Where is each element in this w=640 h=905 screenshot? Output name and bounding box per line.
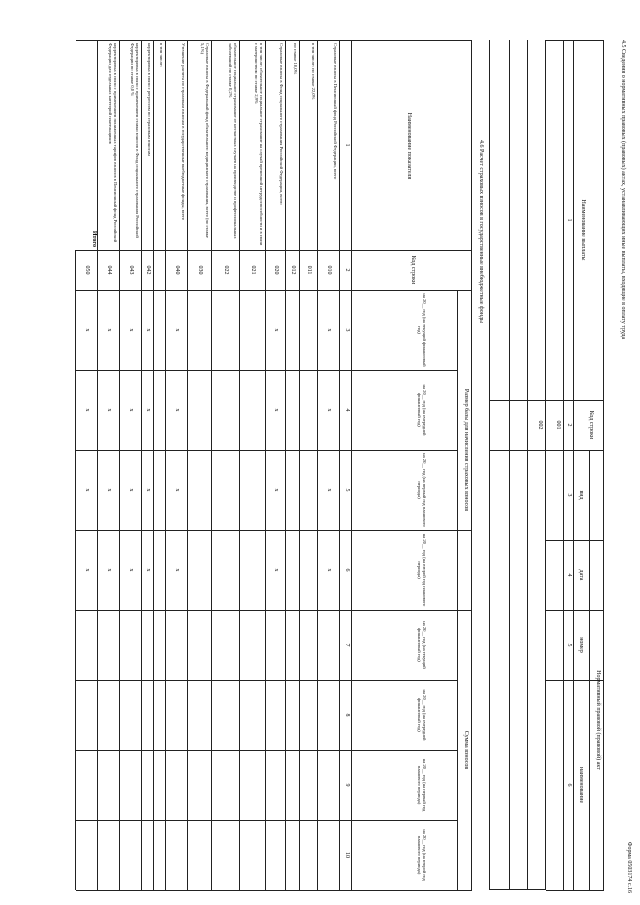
- table-46-body-vline: [76, 680, 340, 681]
- table-46-colnum-5: 5: [344, 488, 350, 492]
- table-46-x-mark: х: [326, 328, 333, 332]
- table-46-x-mark: х: [84, 328, 91, 332]
- table-45-group-rule: [589, 450, 590, 890]
- section-45-table: [490, 40, 604, 890]
- table-46-col-period-4: на 20__ год (на очередной финансовый год): [416, 384, 427, 436]
- table-46-row-code: 044: [106, 265, 113, 275]
- table-45-hline: [563, 40, 564, 890]
- table-45-row-code: 002: [537, 420, 543, 430]
- table-46-col-code: Код строки: [410, 255, 416, 285]
- table-46-body-vline: [76, 40, 340, 41]
- table-46-head-vline: [340, 680, 458, 681]
- table-46-x-mark: х: [174, 408, 181, 412]
- table-46-x-mark: х: [106, 328, 113, 332]
- table-46-col-period-3: на 20__ год (на текущий финансовый год): [416, 293, 427, 367]
- table-45-group-act: Нормативный правовой (правовой) акт: [595, 670, 601, 770]
- table-45-colnum-1: 1: [566, 218, 572, 222]
- table-46-x-mark: х: [326, 408, 333, 412]
- table-46-group-sum: Сумма взносов: [463, 730, 469, 770]
- table-46-col-period-9: на 20__ год (на первый год планового периода): [416, 758, 427, 812]
- table-46-x-mark: х: [106, 488, 113, 492]
- table-46-row-rule: [165, 40, 166, 890]
- section-46-title: 4.6 Расчет страховых взносов в государственные внебюджетные фонды: [478, 140, 484, 324]
- table-46-x-mark: х: [273, 328, 280, 332]
- table-46-x-mark: х: [273, 568, 280, 572]
- table-46-colnum-1: 1: [344, 143, 350, 147]
- table-45-hline: [509, 40, 510, 890]
- table-46-body-vline: [76, 610, 340, 611]
- table-46-group-split: [458, 610, 472, 611]
- table-46-col-period-5: на 20__ год (на первый год планового периода): [416, 453, 427, 527]
- table-46-x-mark: х: [128, 568, 135, 572]
- table-46-group-base: Размер базы для начисления страховых взносов: [463, 388, 469, 512]
- table-46-head-vline: [340, 40, 472, 41]
- table-45-colnum-3: 3: [566, 493, 572, 497]
- table-46-row-code: 050: [84, 265, 91, 275]
- table-46-body-vline: [76, 890, 340, 891]
- table-46-colnum-10: 10: [344, 852, 350, 858]
- table-45-right: [490, 889, 546, 890]
- table-46-row-code: 022: [223, 265, 230, 275]
- table-46-x-mark: х: [106, 408, 113, 412]
- table-45-colnum-2: 2: [566, 423, 572, 427]
- table-46-x-mark: х: [145, 408, 152, 412]
- table-46-colnum-9: 9: [344, 783, 350, 787]
- table-46-body-vline: [76, 370, 340, 371]
- table-45-vline: [546, 40, 604, 41]
- table-46-head-vline: [340, 370, 458, 371]
- table-46-col-name: Наименование показателя: [406, 112, 412, 180]
- table-46-row-name: обязательное социальное страхование от несчастных случаев на производстве и профессиональных заболеваний по ставке 0,2%: [227, 43, 238, 239]
- table-46-body-vline: [76, 750, 340, 751]
- table-46-row-rule: [211, 40, 212, 890]
- table-46-row-rule: [153, 40, 154, 890]
- table-46-row-rule: [317, 40, 318, 890]
- table-46-row-name: Страховые взносы в Фонд социального страхования Российской Федерации, всего: [279, 43, 284, 205]
- table-46-x-mark: х: [84, 408, 91, 412]
- table-45-vline: [546, 450, 604, 451]
- table-46-x-mark: х: [84, 568, 91, 572]
- table-46-x-mark: х: [326, 488, 333, 492]
- table-45-hline: [527, 40, 528, 890]
- table-46-row-code: 010: [326, 265, 333, 275]
- table-46-row-code: 042: [145, 265, 152, 275]
- table-46-row-rule: [119, 40, 120, 890]
- table-46-x-mark: х: [84, 488, 91, 492]
- table-46-row-rule: [75, 250, 76, 890]
- table-46-row-rule: [299, 40, 300, 890]
- table-46-x-mark: х: [145, 568, 152, 572]
- table-46-row-rule: [239, 40, 240, 890]
- table-46-row-rule: [187, 40, 188, 890]
- table-45-hline: [573, 40, 574, 890]
- table-46-row-name: Итого: [91, 230, 97, 247]
- table-46-colnum-7: 7: [344, 643, 350, 647]
- table-46-colnum-2: 2: [344, 268, 350, 272]
- table-46-row-name: Страховые взносы в Федеральный фонд обязательного медицинского страхования, всего (по ставке 5,1%): [199, 43, 210, 238]
- table-46-col-period-8: на 20__ год (на очередной финансовый год): [416, 689, 427, 741]
- table-45-row-code: 001: [555, 420, 561, 430]
- table-46-x-mark: х: [128, 408, 135, 412]
- form-number: Форма 0503174 с.16: [626, 841, 632, 893]
- table-46-x-mark: х: [106, 568, 113, 572]
- table-46-x-mark: х: [174, 568, 181, 572]
- table-46-head-vline: [340, 820, 458, 821]
- table-46-col-period-7: на 20__ год (на текущий финансовый год): [416, 621, 427, 669]
- table-46-head-vline: [340, 890, 472, 891]
- table-45-hline: [545, 40, 546, 890]
- table-46-body-vline: [76, 250, 340, 251]
- table-46-x-mark: х: [174, 328, 181, 332]
- table-46-x-mark: х: [145, 488, 152, 492]
- table-46-head-vline: [340, 750, 458, 751]
- table-46-head-vline: [340, 450, 458, 451]
- table-45-bottom: [489, 40, 490, 890]
- table-46-row-name: Уточнение расчета по страховым взносам в государственные внебюджетные фонды, всего: [181, 43, 186, 221]
- table-46-row-code: 043: [128, 265, 135, 275]
- table-46-col-period-10: на 20__ год (на второй год планового периода): [416, 829, 427, 881]
- table-46-head-bottom: [351, 40, 352, 890]
- table-46-x-mark: х: [326, 568, 333, 572]
- table-46-x-mark: х: [128, 328, 135, 332]
- table-46-body-vline: [76, 450, 340, 451]
- table-45-code-vline: [490, 450, 546, 451]
- table-45-col-date: дата: [578, 569, 584, 581]
- table-46-row-code: 021: [250, 265, 257, 275]
- table-45-hline: [603, 40, 604, 890]
- table-46-row-rule: [141, 40, 142, 890]
- table-46-row-code: 011: [306, 265, 313, 275]
- table-46-row-rule: [97, 40, 98, 890]
- table-46-col-period-6: на 20__ год (на второй год планового периода): [416, 533, 427, 607]
- table-45-colnum-5: 5: [566, 643, 572, 647]
- table-46-group-rule: [457, 290, 458, 890]
- table-46-colnum-8: 8: [344, 713, 350, 717]
- table-46-x-mark: х: [128, 488, 135, 492]
- table-46-num-bottom: [339, 40, 340, 890]
- table-46-colnum-3: 3: [344, 328, 350, 332]
- table-46-row-name: корректировка в связи с регрессом по страховым взносам: [147, 43, 152, 156]
- section-46-table: [8, 40, 472, 890]
- table-45-col-code: Код строки: [588, 410, 594, 440]
- table-46-colnum-6: 6: [344, 568, 350, 572]
- table-46-x-mark: х: [273, 408, 280, 412]
- table-46-row-name: в том числе: по ставке 22,0%: [311, 43, 316, 100]
- table-46-head-vline: [340, 530, 472, 531]
- table-46-row-code: 030: [197, 265, 204, 275]
- table-46-row-name: корректировка в связи с применением ставки взносов в Фонд социального страхования Российской Федерации по ставке 0,0 %: [129, 43, 140, 238]
- table-46-row-code: 012: [290, 265, 297, 275]
- table-45-colnum-6: 6: [566, 783, 572, 787]
- table-45-col-title: наименование: [578, 766, 584, 804]
- table-46-head-vline: [340, 290, 472, 291]
- table-46-colnum-4: 4: [344, 408, 350, 412]
- table-45-col-kind: вид: [578, 490, 584, 500]
- table-45-col-name: Наименование выплаты: [580, 199, 586, 261]
- table-46-x-mark: х: [174, 488, 181, 492]
- table-46-row-name: в том числе:: [159, 43, 164, 67]
- table-46-row-name: в том числе: обязательное социальное страхование на случай временной нетрудоспособности и в связи с материнством по ставке 2,9%: [253, 43, 264, 246]
- table-45-vline: [546, 890, 604, 891]
- table-46-top: [471, 40, 472, 890]
- table-46-row-code: 020: [273, 265, 280, 275]
- table-46-body-vline: [76, 290, 340, 291]
- table-46-row-rule: [285, 40, 286, 890]
- table-46-body-vline: [76, 530, 340, 531]
- table-46-head-vline: [340, 610, 458, 611]
- table-46-row-name: по ставке 10,0%: [293, 43, 298, 75]
- table-46-row-name: Страховые взносы в Пенсионный фонд Российской Федерации, всего: [333, 43, 338, 180]
- table-46-row-rule: [265, 40, 266, 890]
- table-46-row-code: 040: [174, 265, 181, 275]
- table-46-body-vline: [76, 820, 340, 821]
- table-46-head-vline: [340, 250, 472, 251]
- table-45-colnum-4: 4: [566, 573, 572, 577]
- table-45-vline: [546, 540, 604, 541]
- table-46-x-mark: х: [273, 488, 280, 492]
- section-45-title: 4.5 Сведения о нормативных правовых (правовых) актах, устанавливающих иные выплаты, входящие в оплату труда: [620, 40, 626, 340]
- table-46-row-name: корректировка в связи с применением пониженных тарифов взносов в Пенсионный фонд Российской Федерации для отдельных категорий плательщиков: [107, 43, 118, 243]
- table-45-col-number: номер: [578, 637, 584, 653]
- table-46-x-mark: х: [145, 328, 152, 332]
